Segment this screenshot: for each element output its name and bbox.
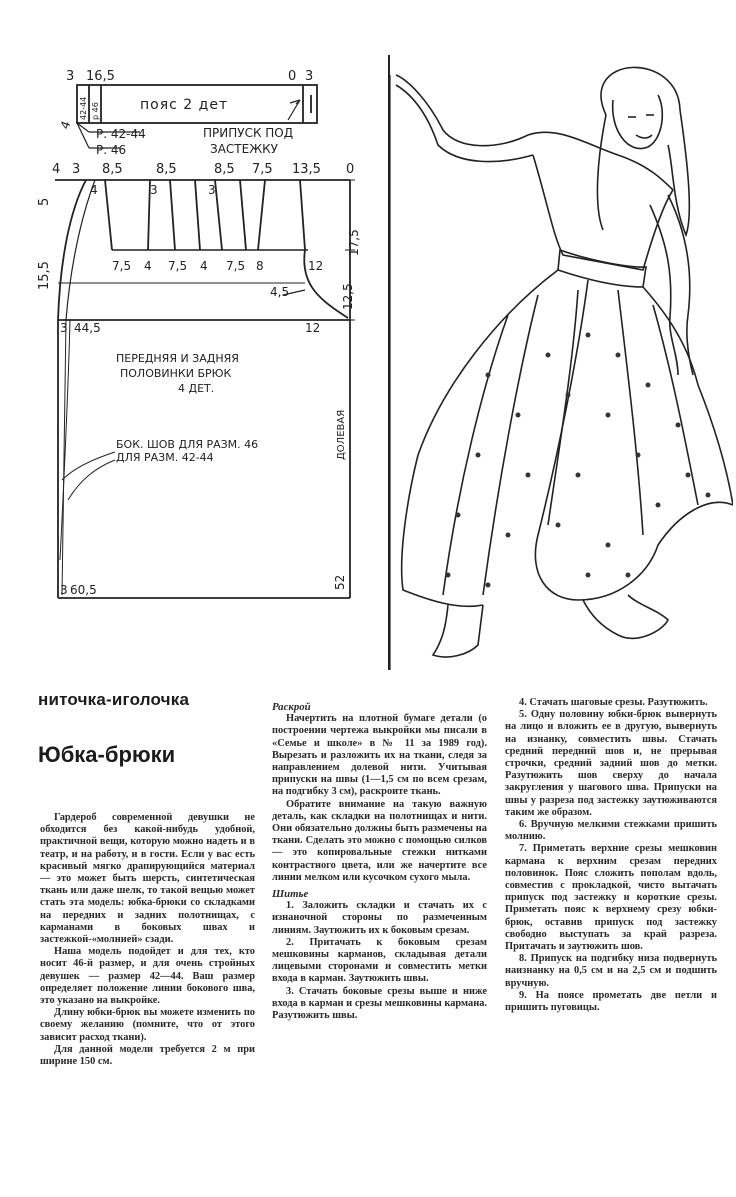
right-leg: [583, 595, 668, 638]
band-dim-3: 3: [66, 69, 75, 84]
step: 1. Заложить складки и стачать их с изнаночной стороны по размеченным линиям. Заутюжить их к боковым срезам.: [272, 900, 487, 936]
band-side-b: р 46: [91, 102, 100, 120]
band-dim-165: 16,5: [86, 69, 115, 84]
raised-arm: [396, 75, 528, 146]
section-heading-cutting: Раскрой: [272, 701, 311, 713]
side-seam-4244: ДЛЯ РАЗМ. 42-44: [116, 451, 214, 464]
mid-dim-445: 44,5: [74, 321, 101, 335]
collar: [528, 132, 673, 190]
allowance-label-1: ПРИПУСК ПОД: [203, 126, 294, 140]
right-dim-52: 52: [333, 574, 347, 590]
mid-dim-3: 3: [60, 321, 68, 335]
dart-bottom-6: 8: [256, 259, 264, 273]
waist-band-label: пояс 2 дет: [140, 97, 229, 113]
side-seam-46: БОК. ШОВ ДЛЯ РАЗМ. 46: [116, 438, 259, 451]
dim-3: 3: [72, 162, 81, 177]
paragraph: Для данной модели требуется 2 м при ширине 150 см.: [40, 1043, 255, 1068]
piece-label-3: 4 ДЕТ.: [178, 382, 215, 395]
dim-85b: 8,5: [156, 162, 177, 177]
step: 6. Вручную мелкими стежками пришить молнию.: [505, 819, 717, 843]
dim-85a: 8,5: [102, 162, 123, 177]
dart-bottom-4: 4: [200, 259, 208, 273]
hair: [601, 67, 689, 235]
left-leg: [433, 605, 483, 657]
dart-bottom-5: 7,5: [226, 259, 246, 273]
dart-bottom-3: 7,5: [168, 259, 188, 273]
allowance-label-2: ЗАСТЕЖКУ: [210, 142, 278, 156]
step: 9. На поясе прометать две петли и пришить пуговицы.: [505, 989, 717, 1014]
rubric: ниточка-иголочка: [38, 690, 190, 709]
bottom-dim-3: 3: [60, 583, 68, 597]
culotte-right: [535, 280, 733, 600]
dim-75: 7,5: [252, 162, 273, 177]
piece-label-2: ПОЛОВИНКИ БРЮК: [120, 367, 232, 380]
step: 3. Стачать боковые срезы выше и ниже входа в карман и срезы мешковины кармана. Разутюжить швы.: [272, 985, 487, 1022]
dim-4: 4: [52, 162, 61, 177]
step: 7. Приметать верхние срезы мешковин кармана к верхним срезам передних половинок. Пояс сложить пополам вдоль, совместив с прокладкой, чисто вытачать припуск под застежку и короткие срезы. Приметать пояс к верхнему срезу юбки-брюк, оставив припуск под застежку свободно выступать за край разреза. Притачать и заутюжить шов.: [505, 843, 717, 953]
band-side-a: 42-44: [79, 96, 88, 120]
bottom-dim-605: 60,5: [70, 583, 97, 597]
side-dim-155: 15,5: [37, 261, 52, 290]
right-dim-45: 4,5: [270, 285, 290, 299]
right-dim-12a: 12: [308, 259, 324, 273]
side-dim-5: 5: [37, 197, 52, 206]
dart-mark-4: 4: [90, 183, 98, 197]
dim-85c: 8,5: [214, 162, 235, 177]
band-dim-0: 0: [288, 69, 297, 84]
right-dim-125: 12,5: [341, 283, 355, 310]
step: 4. Стачать шаговые срезы. Разутюжить.: [519, 697, 708, 708]
paragraph: Длину юбки-брюк вы можете изменить по своему желанию (помните, что от этого зависит расход ткани).: [40, 1007, 255, 1043]
right-dim-175: 17,5: [347, 229, 361, 256]
section-heading-sewing: Шитье: [272, 888, 309, 901]
step: 8. Припуск на подгибку низа подвернуть наизнанку на 0,5 см и на 2,5 см и подшить вручную.: [505, 953, 717, 989]
dart-mark-3a: 3: [150, 183, 158, 197]
paragraph: Обратите внимание на такую важную деталь, как складки на полотнищах и нити. Они обязательно должны быть размечены на ткани. Сделать это можно с помощью силков — это копировальные стежки нитками контрастного цвета, или же начертите все линии мелком или кусочком сухого мыла.: [272, 798, 487, 883]
dart-bottom-1: 7,5: [112, 259, 132, 273]
article-title: Юбка-брюки: [38, 742, 176, 767]
column-1: [40, 812, 255, 1068]
dart-mark-3b: 3: [208, 183, 216, 197]
dim-135: 13,5: [292, 162, 321, 177]
piece-label-1: ПЕРЕДНЯЯ И ЗАДНЯЯ: [116, 352, 239, 365]
column-3: [505, 697, 717, 1014]
dart-bottom-2: 4: [144, 259, 152, 273]
column-2: [272, 697, 487, 1022]
band-dim-3b: 3: [305, 69, 314, 84]
side-curve: [58, 180, 86, 320]
step: 5. Одну половину юбки-брюк вывернуть на лицо и вложить ее в другую, вывернуть на изнанку, совместить швы. Стачать средний передний шов и, не прерывая строчки, средний задний шов до метки. Разутюжить шов сверху до начала закругления у шагового шва. Припуски на швы у разреза под застежку заутюживаются таким же образом.: [505, 709, 717, 818]
face: [613, 95, 663, 149]
paragraph: Наша модель подойдет и для тех, кто носит 46-й размер, и для очень стройных девушек — размер 42—44. Ваш размер определяет положение линии бокового шва, это указано на выкройке.: [40, 946, 255, 1007]
dim-0: 0: [346, 162, 355, 177]
step: 2. Притачать к боковым срезам мешковины карманов, складывая детали лицевыми сторонами и совместить метки входа в карман. Заутюжить швы.: [272, 936, 487, 985]
size-label-b: Р. 46: [96, 143, 127, 157]
size-label-a: Р. 42-44: [96, 127, 146, 141]
grain-label: ДОЛЕВАЯ: [336, 409, 347, 460]
band-left-4: 4: [57, 119, 74, 132]
paragraph: Начертить на плотной бумаге детали (о построении чертежа выкройки мы писали в «Семье и школе» в № 11 за 1989 год). Вырезать и разложить их на ткани, следя за направлением долевой нити. Учитывая припуски на швы (1—1,5 см по всем срезам, на подгибку 3 см), раскроите ткань.: [272, 713, 487, 798]
model-illustration: [388, 55, 733, 670]
sewing-pattern-diagram: [0, 0, 390, 620]
mid-dim-12: 12: [305, 321, 321, 335]
paragraph: Гардероб современной девушки не обходится без какой-нибудь удобной, практичной вещи, которую можно надеть и в театр, и на работу, и в гости. Если у вас есть красивый мягко драпирующийся материал — это может быть шерсть, синтетическая ткань или даже шелк, то такой вещью может стать эта модель: юбка-брюки со складками на передних и задних полотнищах, с карманами в боковых швах и застежкой-«молнией» сзади.: [40, 812, 255, 946]
fabric-pattern: [446, 333, 711, 588]
